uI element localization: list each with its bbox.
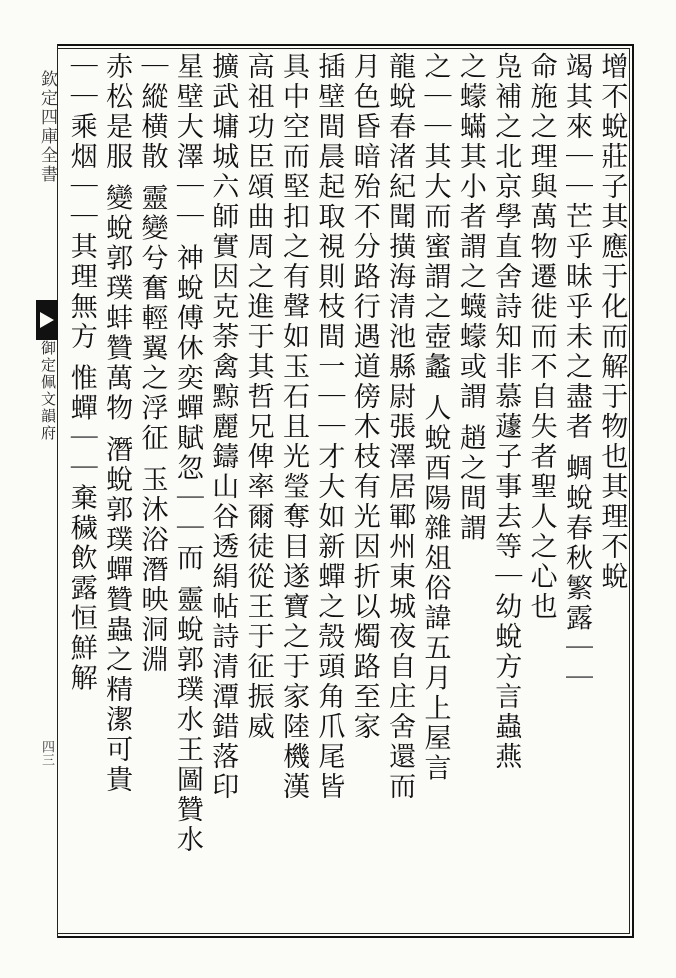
text-column: 具中空而堅扣之有聲如玉石且光瑩奪目遂寶之于家陸機漢 bbox=[277, 52, 309, 802]
fish-tail-mark bbox=[36, 300, 58, 340]
text-column: 之蠓蟎其小者謂之蠛蠓或謂 趙之間謂 bbox=[454, 52, 486, 544]
text-column: 星壁大澤｜｜ 神蛻傅休奕蟬賦忽｜｜而 靈蛻郭璞水王圖贊水 bbox=[171, 52, 203, 856]
text-column: ｜縱横散 靈變兮奮輕翼之浮征 玉沐浴潛映洞淵 bbox=[136, 52, 168, 676]
running-head: 欽定四庫全書 bbox=[37, 70, 57, 184]
text-column: 赤松是服 變蛻郭璞蚌贊萬物 潛蛻郭璞蟬贊蟲之精潔可貴 bbox=[101, 52, 133, 796]
text-column: 插壁間晨起取視則枝間一｜｜才大如新蟬之殼頭角爪尾皆 bbox=[313, 52, 345, 802]
text-column: 高祖功臣頌曲周之進于其哲兄俾率爾徒從王于征振威 bbox=[242, 52, 274, 742]
text-column: 凫補之北京學直舍詩知非慕蘧子事去等｜幼蛻方言蟲燕 bbox=[490, 52, 522, 772]
text-column: 竭其來｜｜芒乎昧乎未之盡者 蜩蛻春秋繁露｜｜ bbox=[560, 52, 592, 694]
text-column: ｜｜乘烟｜｜其理無方 惟蟬｜｜棄穢飲露恒鮮解 bbox=[65, 52, 97, 694]
text-column: 增不蛻莊子其應于化而解于物也其理不蛻 bbox=[596, 52, 628, 592]
text-column: 命施之理與萬物遷徙而不自失者聖人之心也 bbox=[525, 52, 557, 622]
text-column: 擴武墉城六師實因克荼禽黥麗鑄山谷透絹帖詩清潭錯落印 bbox=[207, 52, 239, 802]
book-title: 御定佩文韻府 bbox=[39, 340, 57, 442]
text-column: 之｜｜其大而蜜謂之壺蠡 人蛻酉陽雜俎俗諱五月上屋言 bbox=[419, 52, 451, 784]
page-number: 四三 bbox=[39, 740, 54, 766]
text-column: 龍蛻春渚紀聞撗海清池縣尉張澤居鄆州東城夜自庄舍還而 bbox=[384, 52, 416, 802]
text-column: 月色昏暗殆不分路行遇道傍木枝有光因折以燭路至家 bbox=[348, 52, 380, 742]
